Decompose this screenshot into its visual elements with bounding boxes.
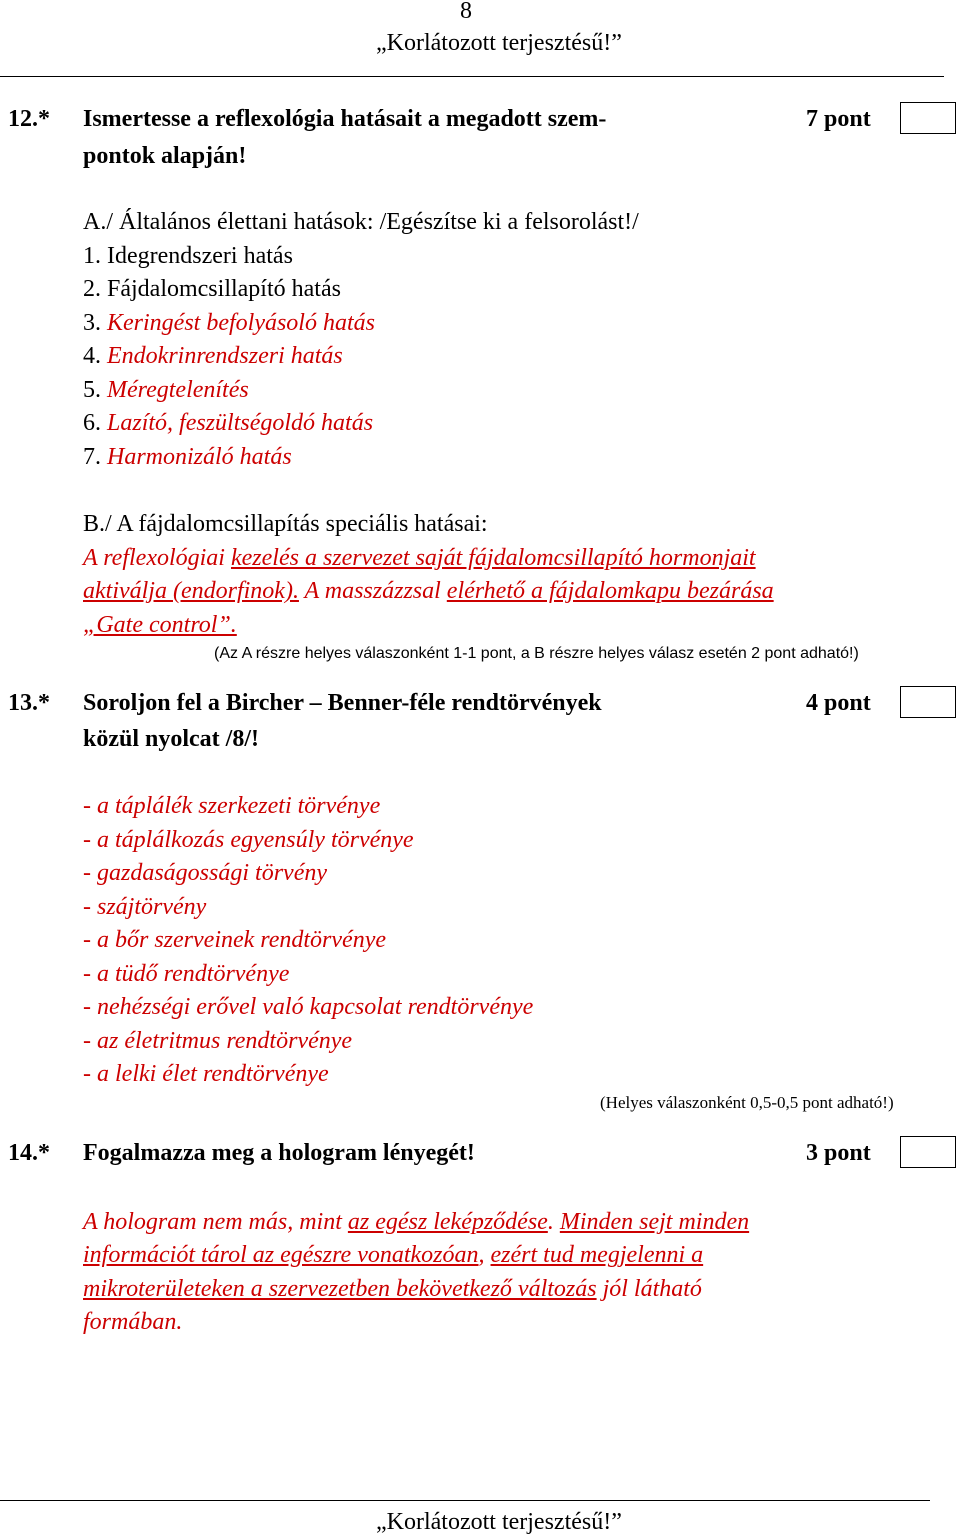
list-item: 4. Endokrinrendszeri hatás <box>83 343 343 369</box>
q12-partA-heading: A./ Általános élettani hatások: /Egészítse ki a felsorolást!/ <box>83 209 639 235</box>
list-item: 3. Keringést befolyásoló hatás <box>83 310 375 336</box>
list-item: - gazdaságossági törvény <box>83 860 327 886</box>
q14-title: Fogalmazza meg a hologram lényegét! <box>83 1140 475 1166</box>
list-item: 2. Fájdalomcsillapító hatás <box>83 276 341 302</box>
q12-points: 7 pont <box>806 106 871 132</box>
q12-score-box[interactable] <box>900 102 956 134</box>
q12-scoring-note: (Az A részre helyes válaszonként 1-1 pont, a B részre helyes válasz esetén 2 pont adható!) <box>214 645 859 662</box>
list-item: - a táplálkozás egyensúly törvénye <box>83 827 414 853</box>
list-item: - nehézségi erővel való kapcsolat rendtörvénye <box>83 994 534 1020</box>
q13-points: 4 pont <box>806 690 871 716</box>
q14-points: 3 pont <box>806 1140 871 1166</box>
q14-score-box[interactable] <box>900 1136 956 1168</box>
q12-title-line1: Ismertesse a reflexológia hatásait a megadott szem- <box>83 106 607 132</box>
q13-scoring-note: (Helyes válaszonként 0,5-0,5 pont adható!) <box>600 1093 894 1112</box>
list-item: 5. Méregtelenítés <box>83 377 249 403</box>
header-restriction: „Korlátozott terjesztésű!” <box>376 30 622 56</box>
q14-answer-line4: formában. <box>83 1309 183 1335</box>
q13-title-line1: Soroljon fel a Bircher – Benner-féle rendtörvények <box>83 690 602 716</box>
q14-number: 14.* <box>8 1140 50 1166</box>
q14-answer-line1: A hologram nem más, mint az egész leképződése. Minden sejt minden <box>83 1209 750 1235</box>
footer-rule <box>0 1500 930 1501</box>
q12-title-line2: pontok alapján! <box>83 143 247 169</box>
q12-partB-answer-line3: „Gate control”. <box>83 612 237 638</box>
q14-answer-line3: mikroterületeken a szervezetben bekövetkező változás jól látható <box>83 1276 702 1302</box>
list-item: - szájtörvény <box>83 894 207 920</box>
list-item: 6. Lazító, feszültségoldó hatás <box>83 410 374 436</box>
q13-title-line2: közül nyolcat /8/! <box>83 726 260 752</box>
page-number: 8 <box>460 0 472 24</box>
list-item: 1. Idegrendszeri hatás <box>83 243 293 269</box>
q12-partB-heading: B./ A fájdalomcsillapítás speciális hatásai: <box>83 511 488 537</box>
q12-partB-answer-line2: aktiválja (endorfinok). A masszázzsal elérhető a fájdalomkapu bezárása <box>83 578 774 604</box>
list-item: 7. Harmonizáló hatás <box>83 444 292 470</box>
list-item: - a lelki élet rendtörvénye <box>83 1061 329 1087</box>
list-item: - a tüdő rendtörvénye <box>83 961 290 987</box>
footer-restriction: „Korlátozott terjesztésű!” <box>376 1509 622 1535</box>
list-item: - a táplálék szerkezeti törvénye <box>83 793 381 819</box>
header-rule <box>0 76 944 77</box>
q13-number: 13.* <box>8 690 50 716</box>
list-item: - a bőr szerveinek rendtörvénye <box>83 927 387 953</box>
q12-number: 12.* <box>8 106 50 132</box>
q14-answer-line2: információt tárol az egészre vonatkozóan, ezért tud megjelenni a <box>83 1242 704 1268</box>
q12-partB-answer-line1: A reflexológiai kezelés a szervezet saját fájdalomcsillapító hormonjait <box>83 545 756 571</box>
list-item: - az életritmus rendtörvénye <box>83 1028 353 1054</box>
q13-score-box[interactable] <box>900 686 956 718</box>
